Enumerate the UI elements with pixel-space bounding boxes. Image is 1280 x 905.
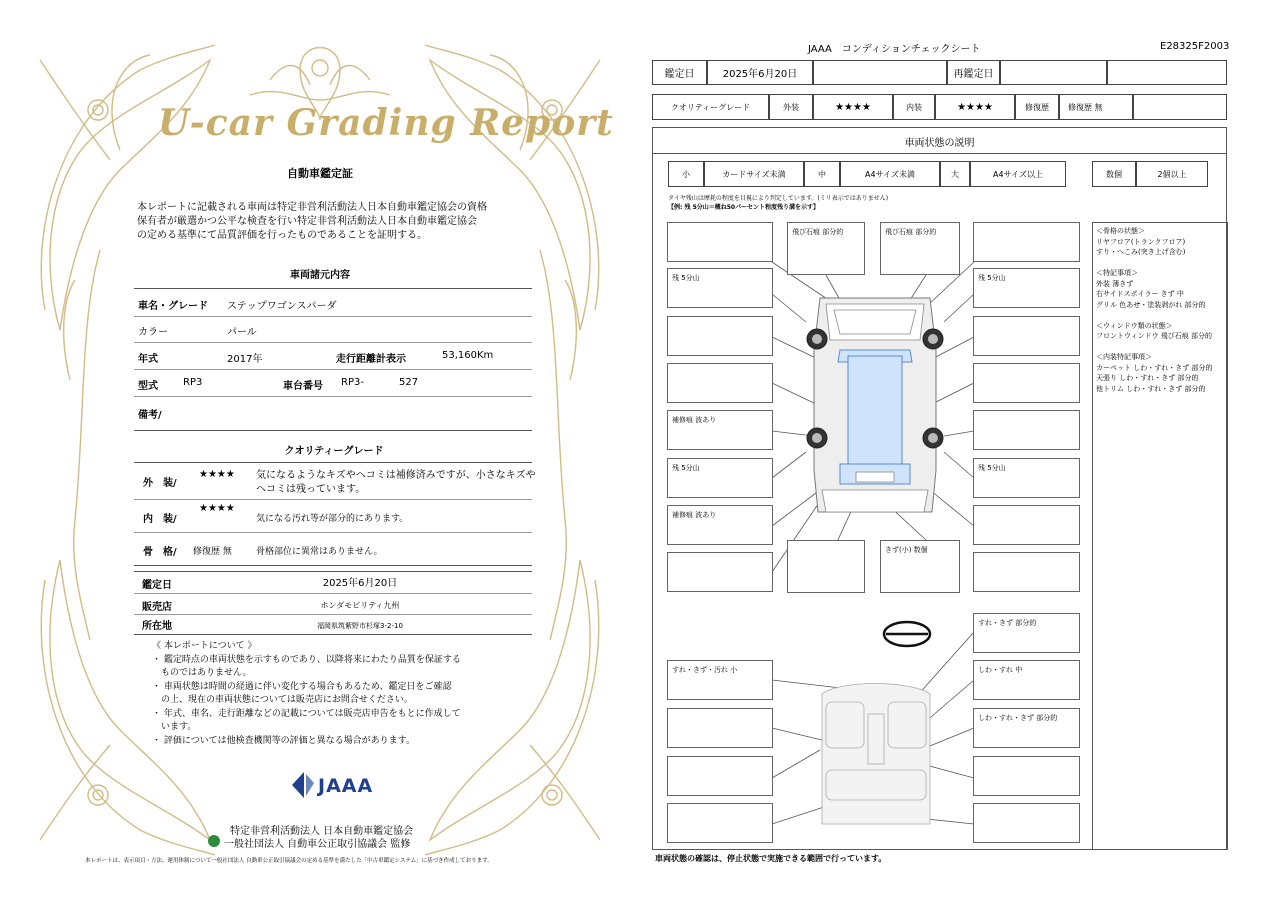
exterior-stars: ★★★★	[199, 469, 235, 480]
ext-box	[973, 458, 1080, 498]
int-box	[973, 756, 1080, 796]
car-name-value: ステップワゴンスパーダ	[227, 301, 337, 312]
ext-box	[973, 410, 1080, 450]
color-value: パール	[227, 327, 257, 338]
about-line: ものではありません。	[152, 668, 252, 678]
about-section	[152, 640, 461, 748]
date-label-cell: 鑑定日	[652, 60, 707, 85]
date-value: 2025年6月20日	[322, 578, 398, 589]
box-label: 補修痕 波あり	[672, 511, 717, 519]
size-mid-desc: A4サイズ未満	[840, 161, 940, 187]
ext-box	[667, 552, 773, 592]
mileage-value: 53,160Km	[442, 350, 494, 361]
notes-text: ＜骨格の状態＞ リヤフロア(トランクフロア) すり・へこみ(突き上げ含む) ＜特記事項＞ 外装 薄きず 右サイドスポイラー きず 中 グリル 色あせ・塗装剥がれ 部分的 ＜ウィンドウ類の状態＞ フロントウィンドウ 飛び石痕 部分的 ＜内装特記事項＞ カーペット しわ・すれ・きず 部分的 天張り しわ・すれ・きず 部分的 他トリム しわ・すれ・きず 部分的	[1096, 227, 1213, 393]
color-label: カラー	[138, 327, 168, 338]
reinspect-label-cell: 再鑑定日	[947, 60, 1000, 85]
exterior-comment	[256, 469, 536, 497]
about-heading: 《 本レポートについて 》	[152, 641, 257, 651]
chassis-label: 車台番号	[283, 381, 323, 392]
date-label: 鑑定日	[142, 580, 172, 591]
int-box	[973, 803, 1080, 843]
dealer-value: ホンダモビリティ九州	[320, 601, 400, 610]
about-line: ・ 年式、車名、走行距離などの記載については販売店申告をもとに作成して	[152, 708, 461, 719]
box-label: 残 5分山	[978, 274, 1006, 282]
interior-label: 内 装/	[143, 514, 177, 525]
grade-heading: クオリティーグレード	[284, 446, 384, 457]
tire-note-2: 【例: 残 5分山＝概ね50パーセント程度残り溝を示す】	[668, 204, 819, 211]
about-line: います。	[152, 722, 197, 732]
chassis-suffix: 527	[399, 377, 419, 388]
ext-box	[880, 222, 960, 275]
ext-box	[667, 316, 773, 356]
size-large-desc: A4サイズ以上	[970, 161, 1066, 187]
tire-note-1: タイヤ残山は摩耗の程度を目視により判定しています。(ミリ表示ではありません)	[668, 195, 889, 202]
car-name-label: 車名・グレード	[138, 301, 208, 312]
ext-stars-cell: ★★★★	[813, 94, 893, 120]
interior-stars: ★★★★	[199, 503, 235, 514]
sheet-title: JAAA コンディションチェックシート	[808, 44, 981, 55]
box-label: 飛び石痕 部分的	[885, 228, 937, 236]
int-label-cell: 内装	[893, 94, 935, 120]
ext-box	[667, 268, 773, 308]
box-label: 残 5分山	[672, 464, 700, 472]
jaaa-logo	[290, 770, 316, 804]
int-box	[667, 803, 773, 843]
repair-value-cell: 修復歴 無	[1059, 94, 1133, 120]
address-label: 所在地	[142, 621, 172, 632]
jaaa-logo-icon	[290, 770, 316, 800]
exterior-label: 外 装/	[143, 478, 177, 489]
box-label: 残 5分山	[978, 464, 1006, 472]
size-mid: 中	[804, 161, 840, 187]
box-label: すれ・きず 部分的	[978, 619, 1037, 627]
fair-trade-icon	[208, 835, 220, 847]
int-box	[667, 708, 773, 748]
year-value: 2017年	[227, 354, 263, 365]
quality-label-cell: クオリティーグレード	[652, 94, 769, 120]
remarks-label: 備考/	[138, 410, 162, 421]
section-title: 車両状態の説明	[904, 138, 975, 149]
ext-box	[667, 505, 773, 545]
size-small: 小	[668, 161, 704, 187]
model-value: RP3	[183, 377, 203, 388]
about-line: ・ 車両状態は時間の経過に伴い変化する場合もあるため、鑑定日をご確認	[152, 681, 452, 692]
spec-heading: 車両諸元内容	[290, 270, 350, 281]
ext-box	[667, 458, 773, 498]
box-label: しわ・すれ 中	[978, 666, 1023, 674]
ext-box	[973, 222, 1080, 262]
cert-title: U-car Grading Report	[158, 102, 614, 144]
ext-box	[787, 222, 865, 275]
ext-box	[667, 222, 773, 262]
steering-wheel-icon	[884, 622, 930, 646]
size-small-desc: カードサイズ未満	[704, 161, 804, 187]
intro-line: 保有者が厳選かつ公平な検査を行い特定非営利活動法人日本自動車鑑定協会	[137, 216, 477, 227]
int-box	[973, 613, 1080, 653]
ext-box	[667, 363, 773, 403]
frame-value: 修復歴 無	[193, 547, 232, 557]
ext-box	[973, 505, 1080, 545]
sheet-footer: 車両状態の確認は、停止状態で実施できる範囲で行っています。	[655, 854, 887, 863]
interior-comment: 気になる汚れ等が部分的にあります。	[256, 514, 409, 524]
repair-label-cell: 修復歴	[1015, 94, 1059, 120]
int-box	[973, 660, 1080, 700]
about-line: の上、現在の車両状態については販売店にお問合せください。	[152, 695, 413, 705]
ext-box	[787, 540, 865, 593]
date-value-cell: 2025年6月20日	[707, 60, 813, 85]
ext-box	[973, 316, 1080, 356]
ext-box	[973, 552, 1080, 592]
frame-label: 骨 格/	[143, 547, 177, 558]
chassis-prefix: RP3-	[341, 377, 364, 388]
model-label: 型式	[138, 381, 158, 392]
cert-intro	[137, 201, 487, 243]
sheet-code: E28325F2003	[1160, 41, 1230, 52]
ext-box	[667, 410, 773, 450]
about-line: ・ 評価については他検査機関等の評価と異なる場合があります。	[152, 735, 415, 746]
intro-line: の定める基準にて品質評価を行ったものであることを証明する。	[137, 230, 427, 241]
int-box	[667, 660, 773, 700]
int-box	[667, 756, 773, 796]
box-label: 補修痕 波あり	[672, 416, 717, 424]
frame-comment: 骨格部位に異常はありません。	[256, 547, 383, 557]
box-label: すれ・きず・汚れ 小	[672, 666, 738, 674]
cert-subtitle: 自動車鑑定証	[287, 167, 353, 180]
intro-line: 本レポートに記載される車両は特定非営利活動法人日本自動車鑑定協会の資格	[137, 202, 487, 213]
size-large: 大	[940, 161, 970, 187]
ext-box	[973, 363, 1080, 403]
condition-sheet	[640, 0, 1280, 905]
year-label: 年式	[138, 354, 158, 365]
int-box	[973, 708, 1080, 748]
jaaa-logo-text: JAAA	[318, 775, 374, 797]
ext-box	[880, 540, 960, 593]
org-line-2: 一般社団法人 自動車公正取引協議会 監修	[224, 839, 411, 850]
comment-line: 気になるようなキズやヘコミは補修済みですが、小さなキズや	[256, 470, 536, 481]
comment-line: ヘコミは残っています。	[256, 484, 366, 495]
org-line-1: 特定非営利活動法人 日本自動車鑑定協会	[230, 826, 414, 837]
box-label: しわ・すれ・きず 部分的	[978, 714, 1058, 722]
mileage-label: 走行距離計表示	[336, 354, 406, 365]
address-value: 福岡県筑紫野市杉塚3-2-10	[317, 622, 403, 630]
box-label: 残 5分山	[672, 274, 700, 282]
box-label: 飛び石痕 部分的	[792, 228, 844, 236]
ext-box	[973, 268, 1080, 308]
count-value: 2個以上	[1136, 161, 1208, 187]
dealer-label: 販売店	[142, 602, 172, 613]
about-line: ・ 鑑定時点の車両状態を示すものであり、以降将来にわたり品質を保証する	[152, 654, 461, 665]
ext-label-cell: 外装	[769, 94, 813, 120]
int-stars-cell: ★★★★	[935, 94, 1015, 120]
count-label: 数個	[1092, 161, 1136, 187]
box-label: きず(小) 数個	[885, 546, 928, 554]
footnote: 本レポートは、表示項目・方法、運用体制について一般社団法人 自動車公正取引協議会の定める基準を満たした「中古車鑑定システム」に基づき作成しております。	[85, 858, 493, 864]
